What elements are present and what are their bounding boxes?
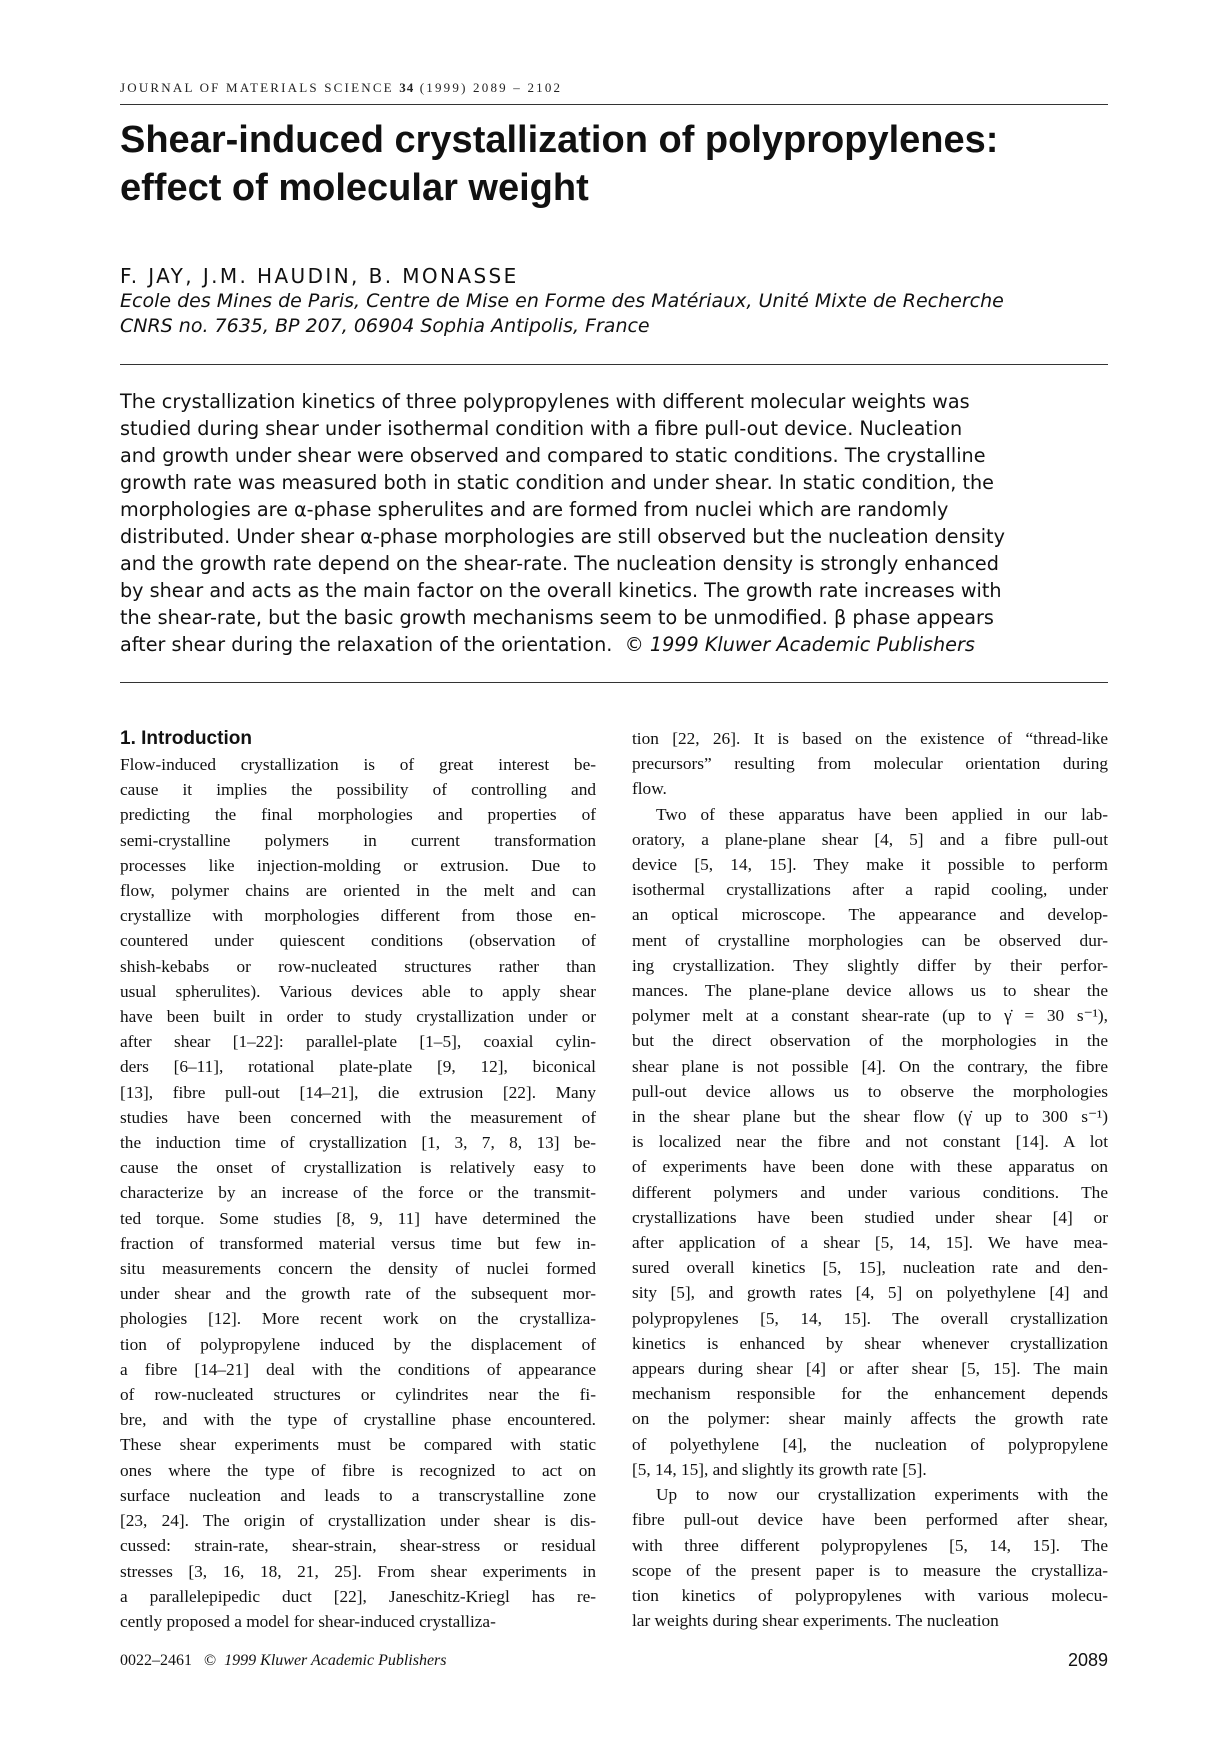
body-text-line: studies have been concerned with the measurement of bbox=[120, 1107, 596, 1127]
body-text-line: after application of a shear [5, 14, 15]. We have mea- bbox=[632, 1233, 1108, 1253]
title-line-1: Shear-induced crystallization of polypropylenes: bbox=[120, 119, 999, 161]
body-text-line: crystallizations have been studied under shear [4] or bbox=[632, 1207, 1108, 1227]
journal-year: (1999) bbox=[419, 80, 468, 95]
abstract-line-text: after shear during the relaxation of the orientation. bbox=[120, 633, 613, 656]
body-text-line: isothermal crystallizations after a rapid cooling, under bbox=[632, 880, 1108, 900]
body-text-line: fraction of transformed material versus time but few in- bbox=[120, 1233, 596, 1253]
body-text-line: [23, 24]. The origin of crystallization under shear is dis- bbox=[120, 1511, 596, 1531]
body-text-line: a fibre [14–21] deal with the conditions of appearance bbox=[120, 1359, 596, 1379]
journal-name: JOURNAL OF MATERIALS SCIENCE bbox=[120, 80, 394, 95]
abstract-line: the shear-rate, but the basic growth mechanisms seem to be unmodified. β phase appears bbox=[120, 606, 994, 629]
body-text-line: polymer melt at a constant shear-rate (up to γ̇ = 30 s⁻¹), bbox=[632, 1006, 1108, 1026]
journal-pages: 2089 – 2102 bbox=[473, 80, 563, 95]
body-text-line: characterize by an increase of the force or the transmit- bbox=[120, 1183, 596, 1203]
body-text-line: the induction time of crystallization [1, 3, 7, 8, 13] be- bbox=[120, 1133, 596, 1153]
title-line-2: effect of molecular weight bbox=[120, 167, 589, 209]
body-text-line: mances. The plane-plane device allows us to shear the bbox=[632, 981, 1108, 1001]
body-text-line: flow, polymer chains are oriented in the melt and can bbox=[120, 881, 596, 901]
abstract-line: distributed. Under shear α-phase morphologies are still observed but the nucleation density bbox=[120, 525, 1005, 548]
body-text-line: shear plane is not possible [4]. On the contrary, the fibre bbox=[632, 1056, 1108, 1076]
abstract-line: morphologies are α-phase spherulites and are formed from nuclei which are randomly bbox=[120, 498, 949, 521]
body-text-line: is localized near the fibre and not constant [14]. A lot bbox=[632, 1132, 1108, 1152]
body-text-line: processes like injection-molding or extrusion. Due to bbox=[120, 855, 596, 875]
body-text-line: [5, 14, 15], and slightly its growth rate [5]. bbox=[632, 1459, 927, 1479]
body-text-line: scope of the present paper is to measure the crystalliza- bbox=[632, 1560, 1108, 1580]
footer-issn: 0022–2461 bbox=[120, 1652, 192, 1669]
body-text-line: semi-crystalline polymers in current transformation bbox=[120, 830, 596, 850]
body-text-line: These shear experiments must be compared with static bbox=[120, 1435, 596, 1455]
body-text-line: Two of these apparatus have been applied in our lab- bbox=[656, 804, 1108, 824]
body-text-line: usual spherulites). Various devices able to apply shear bbox=[120, 981, 596, 1001]
page-number: 2089 bbox=[1067, 1650, 1108, 1670]
body-text-line: phologies [12]. More recent work on the crystalliza- bbox=[120, 1309, 596, 1329]
body-text-line: have been built in order to study crystallization under or bbox=[120, 1007, 596, 1027]
body-text-line: surface nucleation and leads to a transcrystalline zone bbox=[120, 1485, 596, 1505]
copyright-symbol: © bbox=[624, 633, 644, 656]
abstract-rule-top bbox=[120, 364, 1108, 365]
body-text-line: appears during shear [4] or after shear [5, 15]. The main bbox=[632, 1359, 1108, 1379]
body-text-line: kinetics is enhanced by shear whenever crystallization bbox=[632, 1333, 1108, 1353]
body-text-line: stresses [3, 16, 18, 21, 25]. From shear experiments in bbox=[120, 1561, 596, 1581]
body-text-line: Flow-induced crystallization is of great interest be- bbox=[120, 755, 596, 774]
journal-volume: 34 bbox=[399, 80, 415, 95]
abstract-line: studied during shear under isothermal condition with a fibre pull-out device. Nucleation bbox=[120, 417, 963, 440]
body-text-line: lar weights during shear experiments. The nucleation bbox=[632, 1611, 999, 1631]
body-text-line: different polymers and under various conditions. The bbox=[632, 1182, 1108, 1202]
body-text-line: cause the onset of crystallization is relatively easy to bbox=[120, 1158, 596, 1178]
body-text-line: precursors” resulting from molecular orientation during bbox=[632, 754, 1108, 774]
abstract bbox=[120, 388, 1108, 658]
body-text-line: but the direct observation of the morphologies in the bbox=[632, 1031, 1108, 1051]
authors: F. JAY, J.M. HAUDIN, B. MONASSE bbox=[120, 264, 519, 288]
abstract-line: growth rate was measured both in static condition and under shear. In static condition, the bbox=[120, 471, 994, 494]
affiliation bbox=[120, 289, 1108, 339]
body-text-line: after shear [1–22]: parallel-plate [1–5], coaxial cylin- bbox=[120, 1032, 596, 1052]
body-text-line: tion of polypropylene induced by the displacement of bbox=[120, 1334, 596, 1354]
body-text-line: mechanism responsible for the enhancement depends bbox=[632, 1384, 1108, 1404]
body-text-line: [13], fibre pull-out [14–21], die extrusion [22]. Many bbox=[120, 1082, 596, 1102]
body-text-line: ment of crystalline morphologies can be observed dur- bbox=[632, 930, 1108, 950]
abstract-line: and the growth rate depend on the shear-rate. The nucleation density is strongly enhanced bbox=[120, 552, 999, 575]
body-text-line: ted torque. Some studies [8, 9, 11] have determined the bbox=[120, 1208, 596, 1228]
body-text-line: pull-out device allows us to observe the morphologies bbox=[632, 1081, 1108, 1101]
body-text-line: ders [6–11], rotational plate-plate [9, 12], biconical bbox=[120, 1057, 596, 1077]
right-paragraph-2 bbox=[632, 802, 1108, 1482]
body-text-line: shish-kebabs or row-nucleated structures rather than bbox=[120, 956, 596, 976]
footer-copyright bbox=[120, 1652, 447, 1670]
abstract-line-last bbox=[120, 631, 1108, 658]
body-text-line: tion [22, 26]. It is based on the existence of “thread-like bbox=[632, 729, 1108, 748]
footer-copyright-symbol: © bbox=[204, 1652, 217, 1669]
body-text-line: of row-nucleated structures or cylindrites near the fi- bbox=[120, 1385, 596, 1405]
body-text-line: cently proposed a model for shear-induced crystalliza- bbox=[120, 1611, 496, 1631]
header-rule bbox=[120, 104, 1108, 105]
body-text-line: countered under quiescent conditions (observation of bbox=[120, 931, 596, 951]
body-text-line: device [5, 14, 15]. They make it possible to perform bbox=[632, 855, 1108, 875]
paper-page bbox=[120, 0, 1108, 1748]
body-text-line: crystallize with morphologies different from those en- bbox=[120, 906, 596, 926]
body-text-line: ing crystallization. They slightly differ by their perfor- bbox=[632, 955, 1108, 975]
body-text-line: in the shear plane but the shear flow (γ̇ up to 300 s⁻¹) bbox=[632, 1107, 1108, 1127]
body-text-line: sured overall kinetics [5, 15], nucleation rate and den- bbox=[632, 1258, 1108, 1278]
abstract-copyright: 1999 Kluwer Academic Publishers bbox=[649, 633, 975, 656]
right-paragraph-3 bbox=[632, 1482, 1108, 1633]
abstract-line: The crystallization kinetics of three polypropylenes with different molecular weights was bbox=[120, 390, 970, 413]
article-title bbox=[120, 116, 1108, 212]
left-paragraph bbox=[120, 752, 596, 1634]
body-text-line: predicting the final morphologies and properties of bbox=[120, 805, 596, 825]
body-text-line: oratory, a plane-plane shear [4, 5] and a fibre pull-out bbox=[632, 829, 1108, 849]
body-column-right bbox=[632, 726, 1108, 1633]
body-text-line: cussed: strain-rate, shear-strain, shear-stress or residual bbox=[120, 1536, 596, 1556]
body-text-line: Up to now our crystallization experiments with the bbox=[656, 1485, 1108, 1505]
body-text-line: with three different polypropylenes [5, 14, 15]. The bbox=[632, 1535, 1108, 1555]
affiliation-line-1: Ecole des Mines de Paris, Centre de Mise en Forme des Matériaux, Unité Mixte de Recherche bbox=[120, 290, 1004, 312]
body-text-line: on the polymer: shear mainly affects the growth rate bbox=[632, 1409, 1108, 1429]
journal-header bbox=[120, 80, 1108, 96]
abstract-rule-bottom bbox=[120, 682, 1108, 683]
section-heading: 1. Introduction bbox=[120, 728, 252, 749]
body-text-line: a parallelepipedic duct [22], Janeschitz-Kriegl has re- bbox=[120, 1586, 596, 1606]
body-text-line: polypropylenes [5, 14, 15]. The overall crystallization bbox=[632, 1308, 1108, 1328]
body-text-line: under shear and the growth rate of the subsequent mor- bbox=[120, 1284, 596, 1304]
abstract-line: and growth under shear were observed and compared to static conditions. The crystalline bbox=[120, 444, 986, 467]
body-text-line: situ measurements concern the density of nuclei formed bbox=[120, 1259, 596, 1279]
body-text-line: fibre pull-out device have been performed after shear, bbox=[632, 1510, 1108, 1530]
body-text-line: of experiments have been done with these apparatus on bbox=[632, 1157, 1108, 1177]
body-text-line: tion kinetics of polypropylenes with various molecu- bbox=[632, 1585, 1108, 1605]
body-text-line: cause it implies the possibility of controlling and bbox=[120, 780, 596, 800]
body-text-line: of polyethylene [4], the nucleation of polypropylene bbox=[632, 1434, 1108, 1454]
affiliation-line-2: CNRS no. 7635, BP 207, 06904 Sophia Antipolis, France bbox=[120, 315, 650, 337]
body-text-line: bre, and with the type of crystalline phase encountered. bbox=[120, 1410, 596, 1430]
body-text-line: an optical microscope. The appearance and develop- bbox=[632, 905, 1108, 925]
body-text-line: ones where the type of fibre is recognized to act on bbox=[120, 1460, 596, 1480]
body-text-line: flow. bbox=[632, 779, 667, 799]
body-column-left bbox=[120, 726, 596, 1634]
abstract-line: by shear and acts as the main factor on the overall kinetics. The growth rate increases with bbox=[120, 579, 1002, 602]
body-text-line: sity [5], and growth rates [4, 5] on polyethylene [4] and bbox=[632, 1283, 1108, 1303]
footer-publisher: 1999 Kluwer Academic Publishers bbox=[224, 1652, 447, 1669]
right-paragraph-1 bbox=[632, 726, 1108, 802]
